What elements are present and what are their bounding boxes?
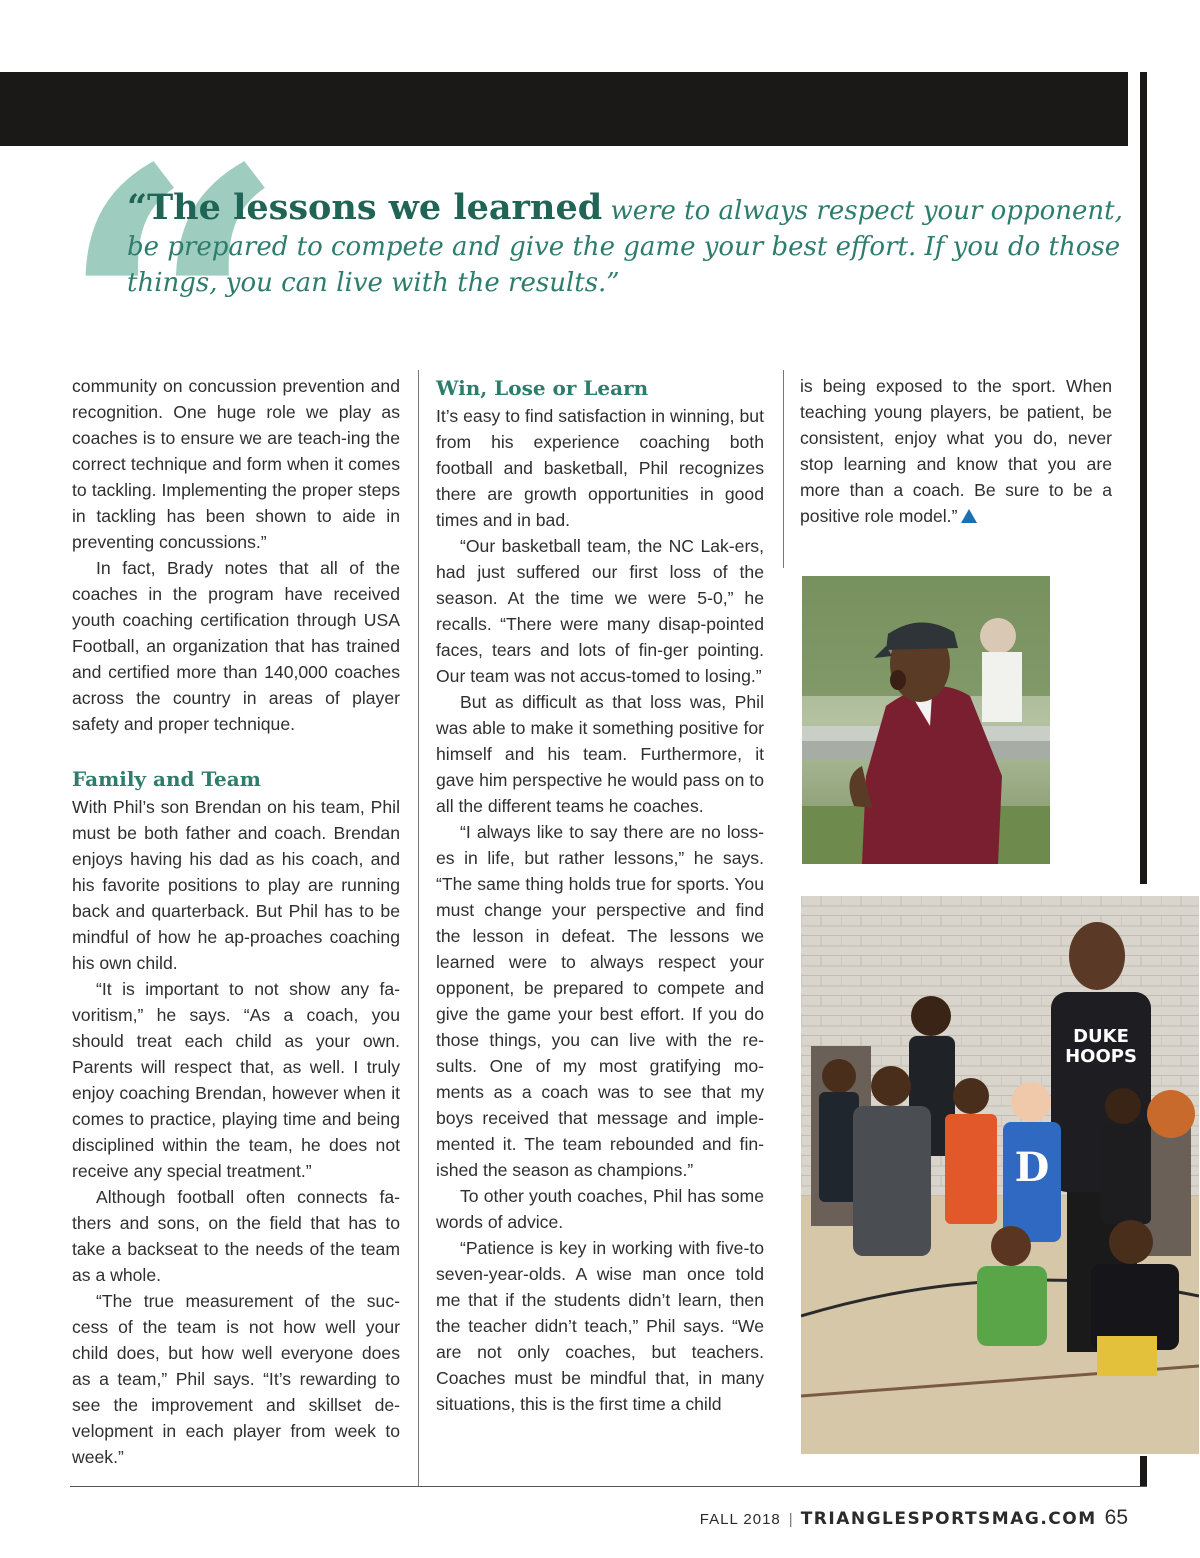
coach-photo-illustration bbox=[802, 576, 1050, 864]
paragraph-text: is being exposed to the sport. When teaching young players, be patient, be consistent, enjoy what you do, never stop learning and know that you are more than a coach. Be sure to be a positive role model.” bbox=[800, 376, 1112, 526]
section-heading: Family and Team bbox=[72, 767, 261, 791]
footer-separator: | bbox=[788, 1511, 793, 1528]
column-divider bbox=[418, 370, 419, 1486]
section-heading: Win, Lose or Learn bbox=[436, 376, 649, 400]
paragraph: “I always like to say there are no loss-es in life, but rather lessons,” he says. “The same thing holds true for sports. You must change your perspective and find the lesson in defeat. The lessons we learned were to always respect your opponent, be prepared to compete and give the game your best effort. If you do those things, you can live with the re-sults. One of my most gratifying mo-ments as a coach was to see that my boys received that message and imple-mented it. The team rebounded and fin-ished the season as champions.” bbox=[436, 822, 764, 1180]
footer-season: FALL 2018 bbox=[699, 1511, 781, 1528]
page-edge-rule-bottom bbox=[1140, 1456, 1147, 1486]
jersey-letter: D bbox=[1014, 1144, 1050, 1191]
page-footer bbox=[700, 1506, 1128, 1534]
paragraph: “Our basketball team, the NC Lak-ers, had just suffered our first loss of the season. At the time we were 5-0,” he recalls. “There were many disap-pointed faces, tears and lots of fin-ger pointing. Our team was not accus-tomed to losing.” bbox=[436, 536, 764, 686]
paragraph: To other youth coaches, Phil has some words of advice. bbox=[436, 1186, 764, 1232]
shirt-text: DUKE bbox=[1073, 1026, 1129, 1047]
column-divider bbox=[783, 370, 784, 568]
article-column-3 bbox=[800, 373, 1112, 529]
paragraph: It’s easy to find satisfaction in winning, but from his experience coaching both football and basketball, Phil recognizes there are growth opportunities in good times and in bad. bbox=[436, 406, 764, 530]
paragraph: But as difficult as that loss was, Phil was able to make it something positive for himself and his team. Furthermore, it gave him perspective he would pass on to all the different teams he coaches. bbox=[436, 692, 764, 816]
footer-rule bbox=[70, 1486, 1147, 1487]
paragraph: community on concussion prevention and recognition. One huge role we play as coaches is to ensure we are teach-ing the correct technique and form when it comes to tackling. Implementing the proper steps in tackling has been shown to aide in preventing concussions.” bbox=[72, 376, 400, 552]
coach-photo bbox=[802, 576, 1050, 864]
paragraph: In fact, Brady notes that all of the coaches in the program have received youth coaching certification through USA Football, an organization that has trained and certified more than 140,000 coaches across the country in areas of player safety and proper technique. bbox=[72, 558, 400, 734]
paragraph: “It is important to not show any fa-voritism,” he says. “As a coach, you should treat each child as your own. Parents will respect that, as well. I truly enjoy coaching Brendan, however when it comes to practice, playing time and being disciplined within the team, he does not receive any special treatment.” bbox=[72, 979, 400, 1181]
shirt-text: HOOPS bbox=[1065, 1046, 1137, 1067]
pull-quote-rest: were to always respect your opponent, be prepared to compete and give the game your best effort. If you do those things, you can live with the results.” bbox=[127, 196, 1123, 298]
page-number: 65 bbox=[1104, 1506, 1128, 1529]
paragraph: With Phil’s son Brendan on his team, Phil must be both father and coach. Brendan enjoys having his dad as his coach, and his favorite positions to play are running back and quarterback. But Phil has to be mindful of how he ap-proaches coaching his own child. bbox=[72, 797, 400, 973]
article-column-1 bbox=[72, 373, 400, 1470]
paragraph: “The true measurement of the suc-cess of the team is not how well your child does, but how well everyone does as a team,” Phil says. “It’s rewarding to see the improvement and skillset de-velopment in each player from week to week.” bbox=[72, 1291, 400, 1467]
paragraph: Although football often connects fa-thers and sons, on the field that has to take a backseat to the needs of the team as a whole. bbox=[72, 1187, 400, 1285]
team-photo bbox=[801, 896, 1199, 1454]
footer-site: TRIANGLESPORTSMAG.COM bbox=[800, 1509, 1097, 1529]
page-edge-rule bbox=[1140, 72, 1147, 884]
paragraph: “Patience is key in working with five-to seven-year-olds. A wise man once told me that if the students didn’t learn, then the teacher didn’t teach,” Phil says. “We are not only coaches, but teachers. Coaches must be mindful that, in many situations, this is the first time a child bbox=[436, 1238, 764, 1414]
end-mark-triangle-icon bbox=[961, 509, 977, 523]
paragraph bbox=[800, 373, 1112, 529]
pull-quote bbox=[127, 187, 1127, 301]
team-photo-illustration bbox=[801, 896, 1199, 1454]
article-column-2 bbox=[436, 373, 764, 1417]
pull-quote-lead: “The lessons we learned bbox=[127, 187, 603, 228]
